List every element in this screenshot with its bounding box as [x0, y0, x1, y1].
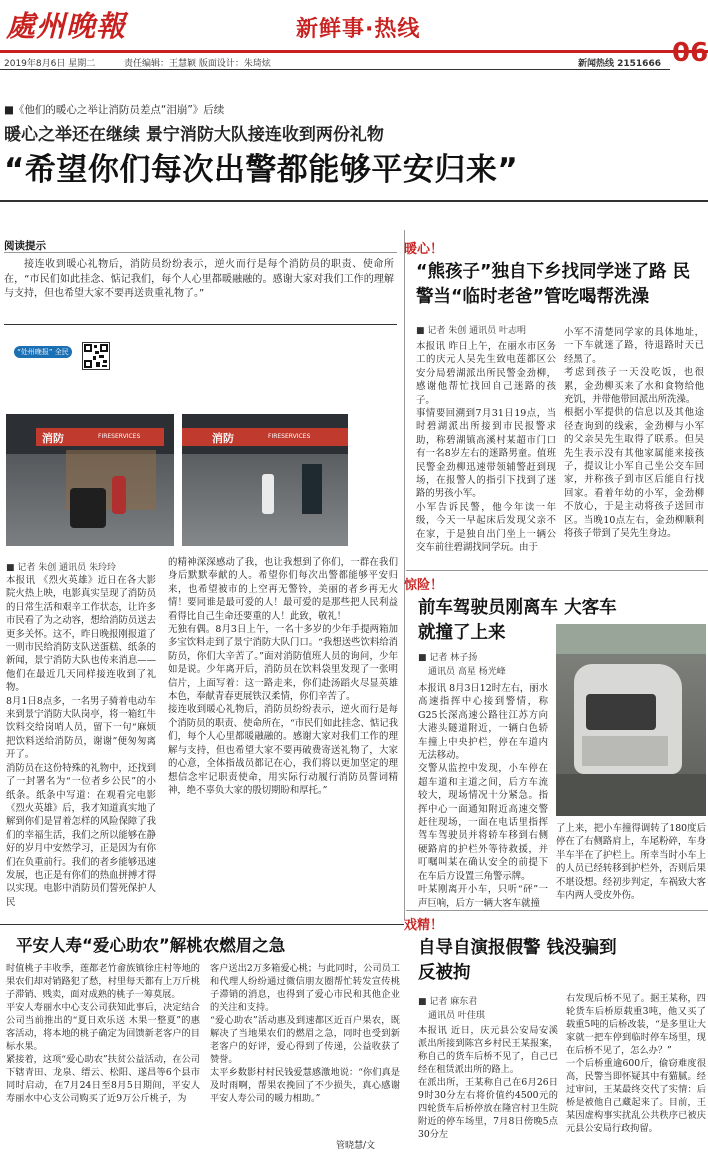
date-rule: [0, 69, 670, 70]
story2-byline1-text: 记者 林子扬: [429, 653, 478, 663]
photo-right-sign: 消防: [212, 432, 234, 445]
story1-column-2: 小军不清楚同学家的具体地址，一下车就迷了路，待退路时天已经黑了。 考虑到孩子一天没吃饭，也很累，金劲柳买来了水和食物给他充饥，并带他带回派出所洗澡。 根据小军提供的信息以及其他途径查询到的线索，金劲柳与小军的父亲吴先生取得了联系。但吴先生表示没有其他家属能来接孩子，提议让小军自己坐公交车回家，并称孩子到市区后能自行找回家。看着年幼的小军，金劲柳不放心，于是主动将孩子送回市区。当晚10点左右，金劲柳顺利将孩子带到了吴先生身边。: [564, 327, 704, 540]
story3-byline1-text: 记者 麻东君: [429, 997, 478, 1007]
story2-headline: 前车驾驶员刚离车 大客车就撞了上来: [418, 598, 617, 643]
lead-kicker: ■《他们的暖心之举让消防员差点“泪崩”》后续: [4, 104, 225, 116]
video-badge: [14, 346, 78, 384]
reading-tip: 接连收到暖心礼物后，消防员纷纷表示，逆火而行是每个消防员的职责、使命所在，“市民们如此挂念、惦记我们，每个人心里都暖融融的。感谢大家对我们工作的理解与支持，但也希望大家不要再送贵重礼物了。”: [4, 259, 394, 299]
page-number: 06: [672, 38, 708, 68]
reading-tip-bottom-rule: [4, 324, 397, 325]
lead-headline: “希望你们每次出警都能够平安归来”: [4, 152, 519, 188]
ad-top-rule: [0, 924, 404, 925]
story2-tag: 惊险！: [404, 578, 444, 593]
lead-column-1: 本报讯 《烈火英雄》近日在各大影院火热上映，电影真实呈现了消防员的日常生活和艰辛工作状态，让许多市民看了为之动容，想给消防员送去更多关怀。这不，昨日晚报刚报道了一则市民给消防支队送蛋糕、纸条的新闻，景宁消防大队也传来消息——他们在最近几天同样接连收到了礼物。 8月1日8点多，一名男子骑着电动车来到景宁消防大队岗亭，将一箱红牛饮料交给岗哨人员，留下一句“麻烦把饮料送给消防员，谢谢”便匆匆离开了。 消防员在这份特殊的礼物中，还找到了一封署名为“一位者乡公民”的小纸条。纸条中写道：在观看完电影《烈火英雄》后，我才知道真实地了解到你们是冒着怎样的风险保障了我们的幸福生活，我们之所以能够在静好的岁月中安然学习，正是因为有你们在负重前行。我们的者乡能够迅速发展，也正是有你们的热血拼搏才得以实现。电影中消防员们誓死保护人民: [6, 575, 157, 908]
story2-byline1: ■ 记者 林子扬: [418, 653, 478, 663]
story3-column-1: 本报讯 近日，庆元县公安局安溪派出所接到陈宫乡村民王某报案，称自己的货车后桥不见了，自己已经在租赁派出所的路上。 在派出所，王某称自己在6月26日9时30分左右将价值约4500元的四轮货车后桥停放在隆宫村卫生院附近的停车场里，7月8日傍晚5点30分左: [418, 1025, 558, 1140]
lead-subhead: 暖心之举还在继续 景宁消防大队接连收到两份礼物: [4, 125, 384, 145]
photo-left-sign: 消防: [42, 432, 64, 445]
crash-photo: [556, 624, 706, 816]
story1-byline-text: 记者 朱创 通讯员 叶志明: [427, 326, 526, 336]
story2-byline2: 通讯员 高星 杨光峰: [428, 667, 506, 677]
ad-author: 管晓慧/文: [336, 1141, 376, 1151]
masthead-rule: [0, 50, 708, 53]
surveillance-photo-left: [6, 414, 174, 546]
story2-top-rule: [406, 570, 708, 571]
story3-byline1: ■ 记者 麻东君: [418, 997, 478, 1007]
ad-column-1: 时值桃子丰收季，莲都老竹畲族镇徐庄村等地的果农们却对销路犯了愁，村里每天都有上万斤桃子滞销、贱卖，面对成熟的桃子一筹莫展。 平安人寿丽水中心支公司获知此事后，决定结合公司当前推出的“夏日欢乐送 木果一整夏”的惠客活动，将本地的桃子确定为回馈新老客户的目标水果。 紧接着，这项“爱心助农”扶贫公益活动，在公司下辖青田、龙泉、缙云、松阳、遂昌等6个县市同时启动，在7月24日至8月5日期间，平安人寿丽水中心支公司购买了近9万公斤桃子，为: [6, 963, 200, 1104]
video-label: “处州晚报” 全民新播看大景: [14, 346, 72, 358]
lead-column-2: 的精神深深感动了我，也让我想到了你们，一群在我们身后默默奉献的人。希望你们每次出警都能够平安归来，也希望被市的上空再无警铃，美丽的者乡再无火情！要同谁是最可爱的人！最可爱的是那些把人民利益看得比自己生命还要重的人！此致，敬礼！ 无独有偶。8月3日上午，一名十多岁的少年手提两箱加多宝饮料走到了景宁消防大队门口。“我想送些饮料给消防员，你们大辛苦了。”面对消防值班人员的询问，少年如是说。少年离开后，消防员在饮料袋里发现了一张明信片，上面写着：这一路走来，你们赴汤蹈火尽显英雄本色，奉献青春更展铁汉柔情，你们辛苦了。 接连收到暖心礼物后，消防员纷纷表示，逆火而行是每个消防员的职责、使命所在，“市民们如此挂念、惦记我们，每个人心里都暖融融的。感谢大家对我们工作的理解与支持，但也希望大家不要再破费寄送礼物了，大家的心意，全体指战员都记在心，我们将以更加坚定的理想信念牢记职责使命，用实际行动履行消防员誓词精神，绝不辜负大家的殷切期盼和厚托。”: [168, 557, 398, 796]
story1-tag: 暖心！: [404, 242, 444, 257]
lead-byline-text: 记者 朱创 通讯员 朱玲玲: [17, 563, 116, 573]
hotline: 新闻热线 2151666: [578, 59, 661, 69]
story1-byline: ■ 记者 朱创 通讯员 叶志明: [416, 326, 526, 336]
newspaper-logo: 處州晚報: [6, 9, 127, 43]
surveillance-photo-right: [182, 414, 348, 546]
photo-right-sign-sub: FIRESERVICES: [268, 433, 311, 440]
lead-byline: ■ 记者 朱创 通讯员 朱玲玲: [6, 563, 116, 573]
ad-headline: 平安人寿“爱心助农”解桃农燃眉之急: [16, 936, 286, 955]
ad-column-2: 客户送出2万多箱爱心桃；与此同时，公司员工和代理人纷纷通过微信朋友圈帮忙转发宣传桃子滞销的消息，也得到了爱心市民和其他企业的关注和支持。 “爱心助农”活动惠及到速都区近百户果农，既解决了当地果农们的燃眉之急，同时也受到新老客户的好评，爱心得到了传递，公益收获了赞誉。 太平乡数影村村民钱爱慧感激地说：“你们真是及时雨啊，帮果农挽回了不少损失，真心感谢平安人寿公司的暖力相助。”: [210, 963, 400, 1104]
qr-code-icon[interactable]: [82, 342, 110, 370]
story3-headline: 自导自演报假警 钱没骗到反被拘: [418, 938, 617, 983]
story2-column-2: 了上来，把小车撞得调转了180度后停在了右侧路肩上，车尾粉碎，车身半车半在了护栏上。所幸当时小车上的人员已经转移到护栏外，否则后果不堪设想。经初步判定，车祸致大客车内两人受皮外伤。: [556, 823, 707, 902]
section-title: 新鲜事·热线: [296, 17, 421, 42]
reading-tip-rule: [4, 252, 397, 253]
editors-credit: 责任编辑：王慧颖 版面设计：朱琦炫: [124, 59, 271, 69]
photo-left-sign-sub: FIRESERVICES: [98, 433, 141, 440]
story2-column-1: 本报讯 8月3日12时左右，丽水高速指挥中心接到警情，称G25长深高速公路往江苏方向大港头隧道附近，一辆白色轿车撞上中央护栏，停在车道内无法移动。 交警从监控中发现，小车停在超车道和主道之间，后方车流较大，现场情况十分紧急。指挥中心一面通知附近高速交警赶往现场，一面在电话里指挥驾车驾驶员并将轿车移到右侧硬路肩的护栏外等待救援，并叮嘱叫某在确认安全的前提下在车后方设置三角警示牌。 叶某刚离开小车，只听“砰”一声巨响，后方一辆大客车就撞: [418, 683, 548, 909]
story3-column-2: 右发现后桥不见了。据王某称，四轮货车后桥原载重3吨，他又买了载重5吨的后桥改装，“是多里让大家就一把车停到临时停车场里，现在后桥不见了，怎么办？” 一个后桥重逾600斤，偷窃难度很高，民警当即怀疑其中有猫腻。经过审问，王某最终交代了实情：后桥是被他自己藏起来了。目前，王某因虚构事实扰乱公共秩序已被庆元县公安局行政拘留。: [566, 993, 706, 1134]
lead-headline-rule: [0, 200, 708, 202]
story3-top-rule: [406, 910, 708, 911]
story1-column-1: 本报讯 昨日上午，在丽水市区务工的庆元人吴先生致电莲都区公安分局碧湖派出所民警金劲柳，感谢他帮忙找回自己迷路的孩子。 事情要回溯到7月31日19点，当时碧湖派出所接到市民报警求助，称碧湖镇高溪村某超市门口有一名8岁左右的迷路男童。值班民警金劲柳迅速带领辅警赶到现场，在报警人的指引下找到了迷路的男孩小军。 小军告诉民警，他今年读一年级，今天一早起床后发现父亲不在家，于是独自出门坐上一辆公交车前往碧湖找同学玩。由于: [416, 341, 556, 554]
story3-tag: 戏精！: [404, 918, 444, 933]
reading-tip-label: 阅读提示: [4, 240, 46, 252]
story3-byline2: 通讯员 叶佳琪: [428, 1011, 485, 1021]
story1-headline: “熊孩子”独自下乡找同学迷了路 民警当“临时老爸”管吃喝帮洗澡: [416, 262, 691, 307]
issue-date: 2019年8月6日 星期二: [4, 59, 96, 69]
